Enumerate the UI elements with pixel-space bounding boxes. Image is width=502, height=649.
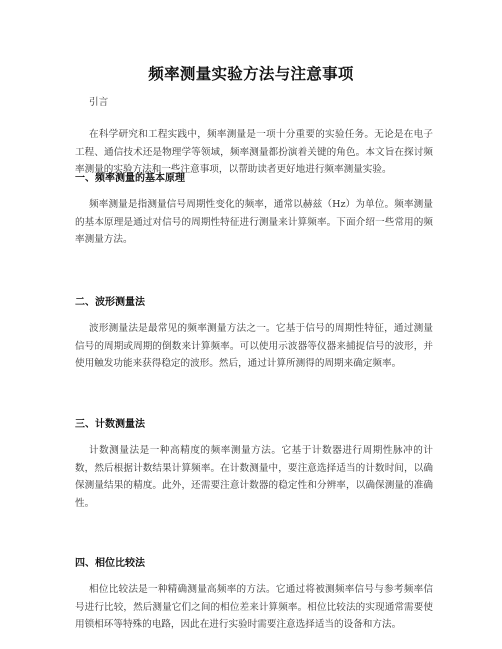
section-heading-1: 一、频率测量的基本原理 xyxy=(75,173,185,184)
intro-label: 引言 xyxy=(89,97,109,108)
document-title: 频率测量实验方法与注意事项 xyxy=(148,65,354,83)
section-heading-3: 三、计数测量法 xyxy=(75,419,145,430)
section-paragraph-4: 相位比较法是一种精确测量高频率的方法。它通过将被测频率信号与参考频率信号进行比较，然后测量它们之间的相位差来计算频率。相位比较法的实现通常需要使用锁相环等特殊的电路，因此在进行实验时需要注意选择适当的设备和方法。 xyxy=(75,584,433,631)
section-paragraph-1: 频率测量是指测量信号周期性变化的频率，通常以赫兹（Hz）为单位。频率测量的基本原理是通过对信号的周期性特征进行测量来计算频率。下面介绍一些常用的频率测量方法。 xyxy=(75,199,433,246)
section-heading-2: 二、波形测量法 xyxy=(75,297,145,308)
section-heading-4: 四、相位比较法 xyxy=(75,558,145,569)
section-paragraph-3: 计数测量法是一种高精度的频率测量方法。它基于计数器进行周期性脉冲的计数，然后根据计数结果计算频率。在计数测量中，要注意选择适当的计数时间，以确保测量结果的精度。此外，还需要注意计数器的稳定性和分辨率，以确保测量的准确性。 xyxy=(75,445,433,509)
intro-paragraph: 在科学研究和工程实践中，频率测量是一项十分重要的实验任务。无论是在电子工程、通信技术还是物理学等领域，频率测量都扮演着关键的角色。本文旨在探讨频率测量的实验方法和一些注意事项，以帮助读者更好地进行频率测量实验。 xyxy=(75,129,433,176)
section-paragraph-2: 波形测量法是最常见的频率测量方法之一。它基于信号的周期性特征，通过测量信号的周期或周期的倒数来计算频率。可以使用示波器等仪器来捕捉信号的波形，并使用触发功能来获得稳定的波形。然后，通过计算所测得的周期来确定频率。 xyxy=(75,323,433,370)
